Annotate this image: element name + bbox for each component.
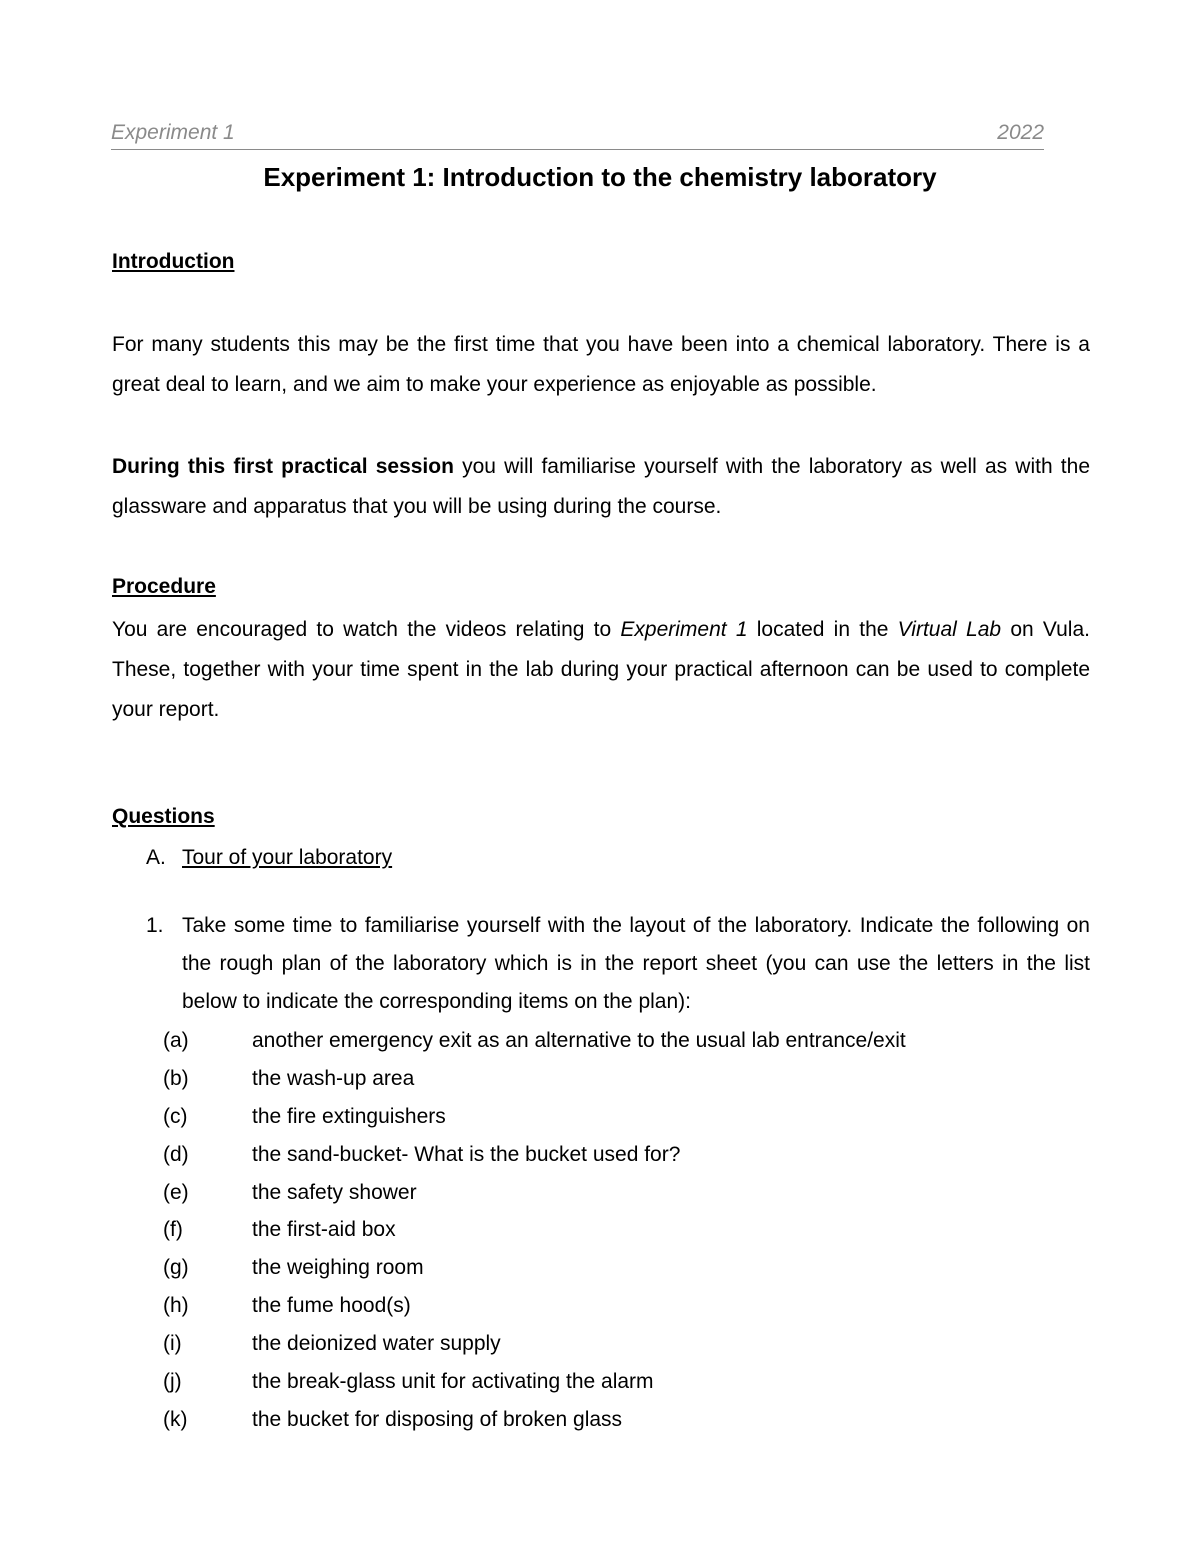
- intro-paragraph-2: [112, 447, 1090, 527]
- list-item: [163, 1325, 906, 1363]
- page-header: [111, 121, 1044, 150]
- list-item-label: (b): [163, 1066, 189, 1090]
- list-item-label: (c): [163, 1104, 188, 1128]
- list-item: [163, 1249, 906, 1287]
- procedure-text-3: on Vula. These, together with your time spent in the lab during your practical afternoon can be used to complete your report.: [112, 618, 1090, 721]
- header-left: Experiment 1: [111, 121, 235, 144]
- document-title: Experiment 1: Introduction to the chemistry laboratory: [263, 162, 937, 192]
- list-item-label: (f): [163, 1218, 183, 1242]
- list-item-text: the sand-bucket- What is the bucket used for?: [252, 1142, 681, 1166]
- question-1-text: Take some time to familiarise yourself with the layout of the laboratory. Indicate the following on the rough plan of the laboratory which is in the report sheet (you can use the letters in the list below to indicate the corresponding items on the plan):: [182, 914, 1090, 1013]
- procedure-text-2: located in the: [747, 618, 898, 641]
- list-item-label: (g): [163, 1256, 189, 1280]
- list-item-text: the deionized water supply: [252, 1332, 501, 1356]
- list-item-text: the weighing room: [252, 1256, 424, 1280]
- section-a: [146, 846, 392, 870]
- list-item-text: the fire extinguishers: [252, 1104, 446, 1128]
- procedure-heading: Procedure: [112, 575, 216, 598]
- procedure-paragraph: [112, 610, 1090, 730]
- list-item-text: another emergency exit as an alternative to the usual lab entrance/exit: [252, 1029, 906, 1052]
- list-item-label: (k): [163, 1407, 188, 1431]
- item-list: [163, 1022, 906, 1439]
- list-item-text: the first-aid box: [252, 1218, 396, 1242]
- list-item-label: (d): [163, 1142, 189, 1166]
- list-item: [163, 1098, 906, 1136]
- questions-heading: Questions: [112, 805, 215, 828]
- header-right: 2022: [997, 121, 1044, 144]
- list-item-text: the wash-up area: [252, 1066, 415, 1090]
- list-item: [163, 1401, 906, 1439]
- list-item: [163, 1022, 906, 1060]
- procedure-italic-experiment: Experiment 1: [620, 618, 748, 641]
- question-1: [146, 907, 1090, 1021]
- procedure-text-1: You are encouraged to watch the videos relating to: [112, 618, 621, 641]
- list-item-text: the safety shower: [252, 1180, 417, 1204]
- list-item-text: the break-glass unit for activating the alarm: [252, 1370, 654, 1394]
- list-item-label: (a): [163, 1029, 189, 1052]
- list-item-text: the fume hood(s): [252, 1294, 411, 1318]
- list-item: [163, 1211, 906, 1249]
- list-item: [163, 1363, 906, 1401]
- list-item-label: (e): [163, 1180, 189, 1204]
- question-1-number: 1.: [146, 914, 164, 937]
- intro-paragraph-2-bold: During this first practical session: [112, 455, 454, 478]
- section-a-title: Tour of your laboratory: [182, 846, 393, 869]
- list-item-text: the bucket for disposing of broken glass: [252, 1407, 623, 1431]
- list-item: [163, 1060, 906, 1098]
- section-a-label: A.: [146, 846, 166, 869]
- intro-paragraph-1: For many students this may be the first time that you have been into a chemical laboratory. There is a great deal to learn, and we aim to make your experience as enjoyable as possible.: [112, 333, 1090, 396]
- intro-paragraph-2-text: you will familiarise yourself with the laboratory as well as with the glassware and apparatus that you will be using during the course.: [112, 455, 1090, 518]
- procedure-italic-virtual-lab: Virtual Lab: [897, 618, 1002, 641]
- list-item: [163, 1174, 906, 1212]
- list-item: [163, 1287, 906, 1325]
- list-item-label: (h): [163, 1294, 189, 1318]
- list-item-label: (i): [163, 1332, 182, 1356]
- introduction-heading: Introduction: [112, 250, 235, 273]
- list-item-label: (j): [163, 1370, 182, 1394]
- list-item: [163, 1136, 906, 1174]
